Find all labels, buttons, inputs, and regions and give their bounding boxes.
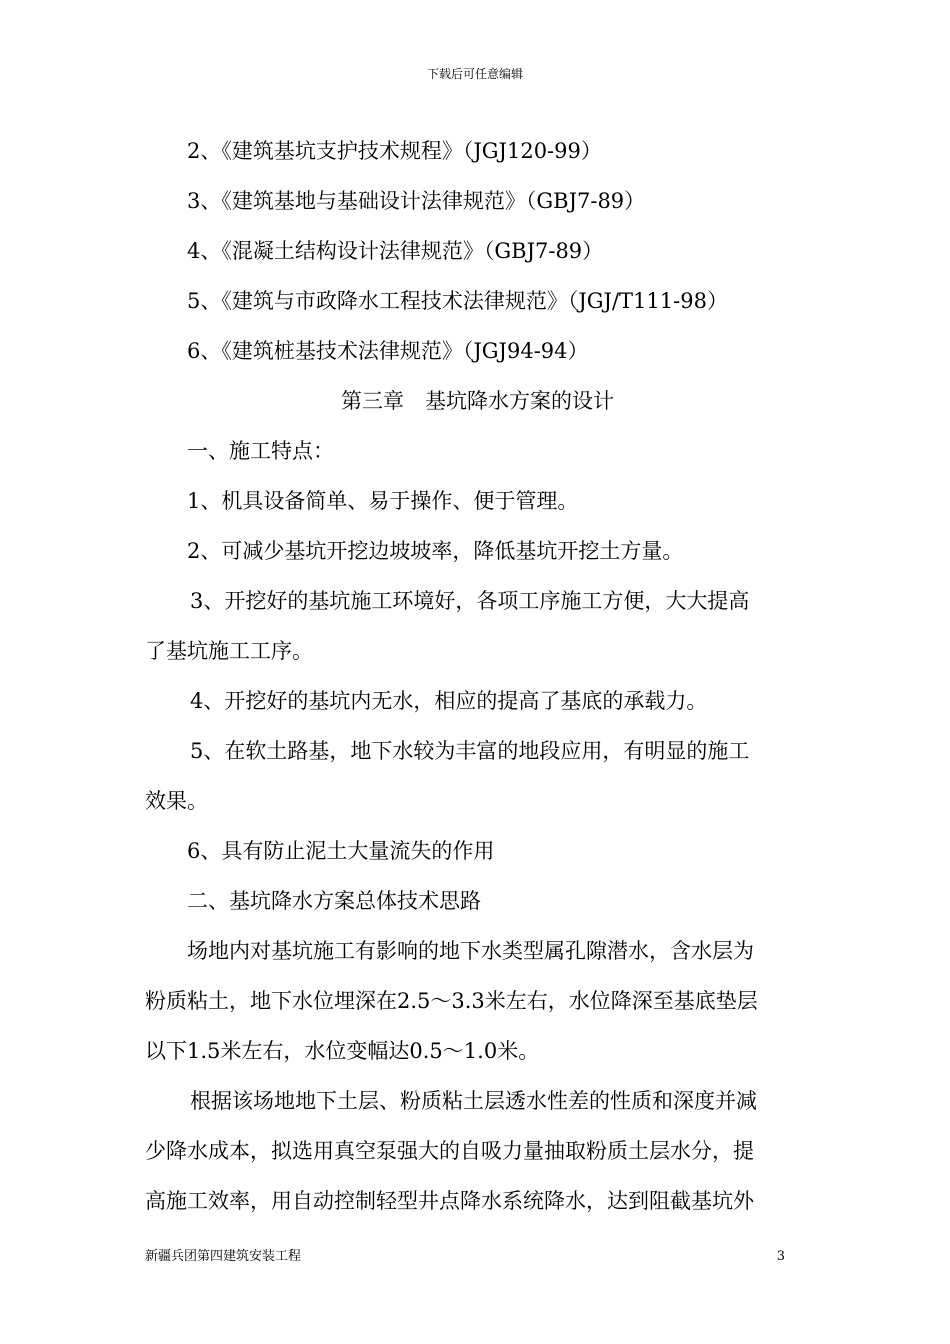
feature-item-5-line-1: 5、在软土路基，地下水较为丰富的地段应用，有明显的施工	[190, 739, 750, 763]
feature-item-3-line-2: 了基坑施工工序。	[145, 639, 313, 663]
feature-item-5-line-2: 效果。	[145, 789, 208, 813]
feature-item-1: 1、机具设备简单、易于操作、便于管理。	[187, 489, 579, 513]
reference-item-6: 6、《建筑桩基技术法律规范》（JGJ94-94）	[187, 339, 589, 363]
paragraph-2-line-2: 少降水成本，拟选用真空泵强大的自吸力量抽取粉质土层水分，提	[145, 1139, 754, 1163]
reference-item-2: 2、《建筑基坑支护技术规程》（JGJ120-99）	[187, 139, 602, 163]
reference-item-5: 5、《建筑与市政降水工程技术法律规范》（JGJ/T111-98）	[187, 289, 728, 313]
paragraph-1-line-3: 以下1.5米左右，水位变幅达0.5～1.0米。	[145, 1039, 540, 1063]
document-body	[145, 126, 810, 1226]
paragraph-1-line-1: 场地内对基坑施工有影响的地下水类型属孔隙潜水，含水层为	[187, 939, 754, 963]
paragraph-1-line-2: 粉质粘土，地下水位埋深在2.5～3.3米左右，水位降深至基底垫层	[145, 989, 758, 1013]
reference-item-4: 4、《混凝土结构设计法律规范》（GBJ7-89）	[187, 239, 604, 263]
section-heading-2: 二、基坑降水方案总体技术思路	[187, 889, 481, 913]
paragraph-2-line-3: 高施工效率，用自动控制轻型井点降水系统降水，达到阻截基坑外	[145, 1189, 754, 1213]
footer-company: 新疆兵团第四建筑安装工程	[145, 1249, 302, 1264]
reference-item-3: 3、《建筑基地与基础设计法律规范》（GBJ7-89）	[187, 189, 646, 213]
feature-item-2: 2、可减少基坑开挖边坡坡率，降低基坑开挖土方量。	[187, 539, 684, 563]
feature-item-6: 6、具有防止泥土大量流失的作用	[187, 839, 495, 863]
feature-item-3-line-1: 3、开挖好的基坑施工环境好，各项工序施工方便，大大提高	[190, 589, 750, 613]
section-heading-1: 一、施工特点：	[187, 439, 334, 463]
page-number: 3	[776, 1249, 785, 1264]
paragraph-2-line-1: 根据该场地地下土层、粉质粘土层透水性差的性质和深度并减	[190, 1089, 757, 1113]
feature-item-4: 4、开挖好的基坑内无水，相应的提高了基底的承载力。	[190, 689, 708, 713]
page-header: 下载后可任意编辑	[426, 67, 523, 81]
chapter-heading: 第三章 基坑降水方案的设计	[341, 389, 614, 413]
